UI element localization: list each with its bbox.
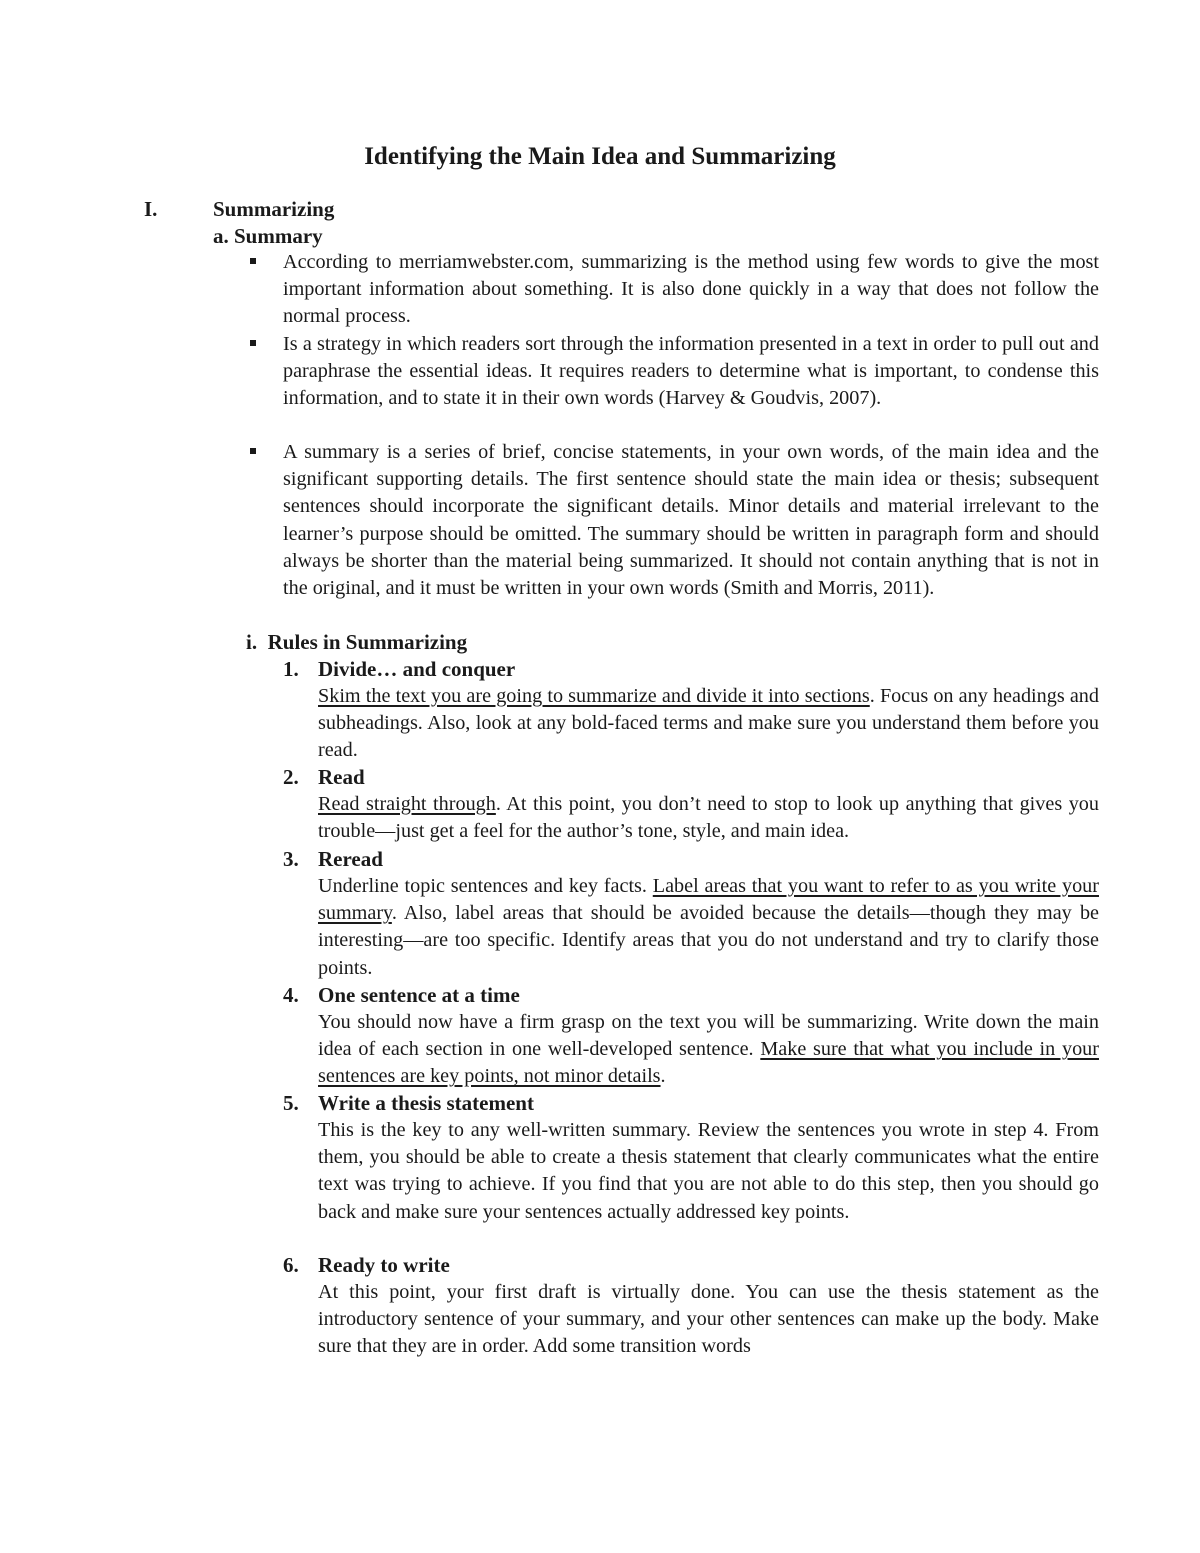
step-number: 3. (283, 847, 299, 871)
step-rest-text: . Focus on any headings and subheadings. Also, look at any bold-faced terms and make sure you understand them before you read. (318, 685, 1099, 762)
step-rest-text: . (660, 1065, 666, 1088)
step-heading: Reread (318, 847, 383, 871)
bullet-item: According to merriamwebster.com, summarizing is the method using few words to give the most important information about something. It is also done quickly in a way that does not follow the normal process. (283, 251, 1099, 328)
step-text (318, 873, 1099, 982)
step-text (318, 791, 1099, 845)
step-text: At this point, your first draft is virtually done. You can use the thesis statement as the introductory sentence of your summary, and your other sentences can make up the body. Make sure that they are in order. Add some transition words (318, 1281, 1099, 1358)
section-heading: Summarizing (213, 197, 335, 221)
step-number: 4. (283, 983, 299, 1007)
bullet-item: A summary is a series of brief, concise statements, in your own words, of the main idea and the significant supporting details. The first sentence should state the main idea or thesis; subsequent sentences should incorporate the significant details. Minor details and material irrelevant to the learner’s purpose should be omitted. The summary should be written in paragraph form and should always be shorter than the material being summarized. It should not contain anything that is not in the original, and it must be written in your own words (Smith and Morris, 2011). (283, 441, 1099, 600)
step-underlined-text: Label areas that you want to refer to as you write your summary (318, 875, 1099, 925)
step-heading: Write a thesis statement (318, 1091, 534, 1115)
step-underlined-text: Skim the text you are going to summarize and divide it into sections (318, 685, 870, 707)
step-text: This is the key to any well-written summary. Review the sentences you wrote in step 4. From them, you should be able to create a thesis statement that clearly communicates what the entire text was trying to achieve. If you find that you are not able to do this step, then you should go back and make sure your sentences actually addressed key points. (318, 1119, 1099, 1223)
subsection-heading (213, 223, 323, 250)
section-numeral: I. (144, 197, 158, 221)
step-number: 2. (283, 765, 299, 789)
step-heading: Divide… and conquer (318, 657, 516, 681)
bullet-item: Is a strategy in which readers sort through the information presented in a text in order to pull out and paraphrase the essential ideas. It requires readers to determine what is important, to condense this information, and to state it in their own words (Harvey & Goudvis, 2007). (283, 333, 1099, 410)
bullet-marker (250, 448, 256, 454)
step-number: 5. (283, 1091, 299, 1115)
step-lead-text: Underline topic sentences and key facts. (318, 875, 653, 897)
step-heading: Ready to write (318, 1253, 450, 1277)
step-rest-text: . At this point, you don’t need to stop to look up anything that gives you trouble—just get a feel for the author’s tone, style, and main idea. (318, 793, 1099, 843)
step-underlined-text: Make sure that what you include in your sentences are key points, not minor details (318, 1038, 1099, 1088)
step-lead-text: You should now have a firm grasp on the text you will be summarizing. Write down the main idea of each section in one well-developed sentence. (318, 1011, 1099, 1061)
bullet-marker (250, 258, 256, 264)
document-title: Identifying the Main Idea and Summarizing (364, 143, 836, 170)
subsection-title: Summary (234, 224, 323, 248)
step-number: 6. (283, 1253, 299, 1277)
step-heading: Read (318, 765, 365, 789)
rules-title: Rules in Summarizing (267, 630, 468, 654)
rules-numeral: i. (246, 630, 258, 654)
step-number: 1. (283, 657, 299, 681)
rules-heading (246, 629, 467, 656)
subsection-letter: a. (213, 224, 229, 248)
step-heading: One sentence at a time (318, 983, 520, 1007)
step-text (318, 683, 1099, 765)
bullet-marker (250, 340, 256, 346)
step-rest-text: . Also, label areas that should be avoided because the details—though they may be interesting—are too specific. Identify areas that you do not understand and try to clarify those points. (318, 902, 1099, 979)
step-text (318, 1009, 1099, 1091)
step-underlined-text: Read straight through (318, 793, 496, 815)
